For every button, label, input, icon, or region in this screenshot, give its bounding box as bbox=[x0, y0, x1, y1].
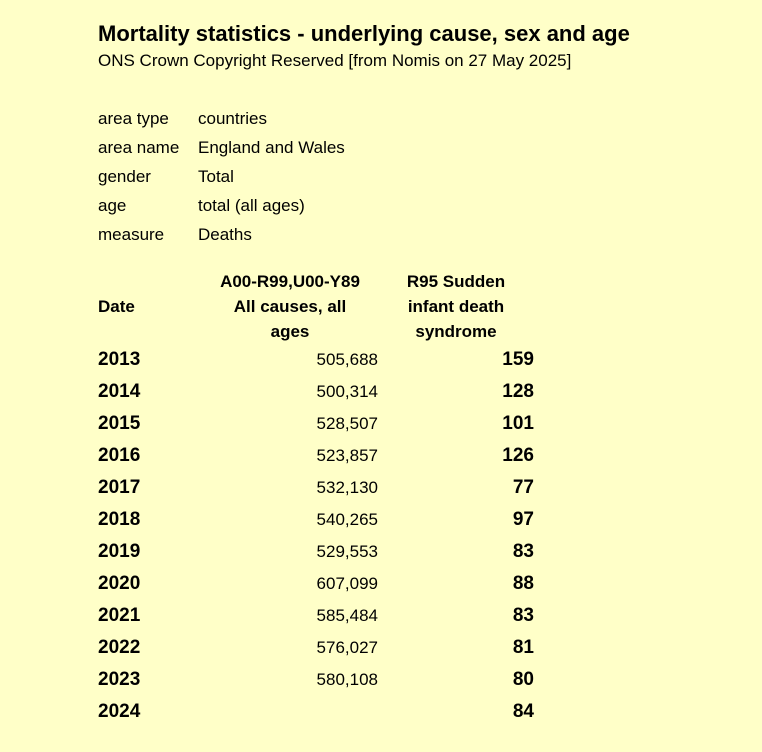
meta-row-area-type bbox=[98, 104, 738, 133]
cell-sids: 88 bbox=[512, 573, 534, 594]
cell-date: 2019 bbox=[98, 541, 141, 562]
cell-date: 2020 bbox=[98, 573, 141, 594]
cell-all-causes: 523,857 bbox=[316, 446, 378, 465]
table-header-row bbox=[98, 269, 534, 344]
table-row bbox=[98, 408, 534, 440]
header-date: Date bbox=[98, 297, 135, 316]
cell-all-causes: 580,108 bbox=[316, 670, 378, 689]
table-row bbox=[98, 440, 534, 472]
table-row bbox=[98, 472, 534, 504]
metadata-list bbox=[98, 104, 738, 249]
table-row bbox=[98, 376, 534, 408]
meta-label: age bbox=[98, 195, 127, 215]
cell-date: 2013 bbox=[98, 349, 141, 370]
cell-all-causes: 528,507 bbox=[316, 414, 378, 433]
table-body bbox=[98, 344, 534, 728]
cell-sids: 126 bbox=[502, 445, 534, 466]
table-row bbox=[98, 344, 534, 376]
meta-row-gender bbox=[98, 162, 738, 191]
mortality-table bbox=[98, 269, 534, 728]
cell-date: 2014 bbox=[98, 381, 141, 402]
cell-all-causes: 585,484 bbox=[316, 606, 378, 625]
cell-sids: 159 bbox=[502, 349, 534, 370]
meta-row-age bbox=[98, 191, 738, 220]
header-line: ages bbox=[270, 322, 310, 341]
header-line: All causes, all bbox=[233, 297, 347, 316]
header-all-causes bbox=[202, 269, 378, 344]
meta-value: Total bbox=[198, 166, 234, 186]
cell-all-causes: 607,099 bbox=[316, 574, 378, 593]
cell-date: 2017 bbox=[98, 477, 141, 498]
table-row bbox=[98, 536, 534, 568]
table-row bbox=[98, 600, 534, 632]
cell-date: 2023 bbox=[98, 669, 141, 690]
meta-label: gender bbox=[98, 166, 151, 186]
cell-all-causes: 576,027 bbox=[316, 638, 378, 657]
cell-all-causes: 529,553 bbox=[316, 542, 378, 561]
meta-value: countries bbox=[198, 108, 267, 128]
cell-sids: 80 bbox=[512, 669, 534, 690]
cell-date: 2015 bbox=[98, 413, 141, 434]
header-sids bbox=[378, 269, 534, 344]
header-line: syndrome bbox=[415, 322, 497, 341]
cell-sids: 84 bbox=[512, 701, 534, 722]
page-subtitle: ONS Crown Copyright Reserved [from Nomis on 27 May 2025] bbox=[98, 51, 572, 70]
cell-date: 2018 bbox=[98, 509, 141, 530]
table-row bbox=[98, 632, 534, 664]
meta-value: total (all ages) bbox=[198, 195, 305, 215]
cell-all-causes bbox=[202, 696, 378, 728]
cell-date: 2024 bbox=[98, 701, 141, 722]
cell-date: 2022 bbox=[98, 637, 141, 658]
cell-all-causes: 500,314 bbox=[316, 382, 378, 401]
meta-label: measure bbox=[98, 224, 165, 244]
meta-label: area name bbox=[98, 137, 180, 157]
header-line: A00-R99,U00-Y89 bbox=[220, 272, 360, 291]
cell-all-causes: 505,688 bbox=[316, 350, 378, 369]
header-line: R95 Sudden bbox=[406, 272, 506, 291]
document bbox=[98, 20, 738, 728]
cell-sids: 77 bbox=[512, 477, 534, 498]
cell-sids: 128 bbox=[502, 381, 534, 402]
meta-value: England and Wales bbox=[198, 137, 345, 157]
meta-label: area type bbox=[98, 108, 169, 128]
cell-sids: 101 bbox=[502, 413, 534, 434]
cell-sids: 83 bbox=[512, 605, 534, 626]
page-title: Mortality statistics - underlying cause, sex and age bbox=[98, 21, 630, 46]
cell-sids: 81 bbox=[512, 637, 534, 658]
table-row bbox=[98, 504, 534, 536]
cell-all-causes: 532,130 bbox=[316, 478, 378, 497]
cell-all-causes: 540,265 bbox=[316, 510, 378, 529]
table-row bbox=[98, 568, 534, 600]
table-row bbox=[98, 696, 534, 728]
cell-sids: 83 bbox=[512, 541, 534, 562]
header-line: infant death bbox=[407, 297, 505, 316]
meta-row-area-name bbox=[98, 133, 738, 162]
table-row bbox=[98, 664, 534, 696]
cell-date: 2021 bbox=[98, 605, 141, 626]
cell-date: 2016 bbox=[98, 445, 141, 466]
meta-row-measure bbox=[98, 220, 738, 249]
meta-value: Deaths bbox=[198, 224, 252, 244]
cell-sids: 97 bbox=[512, 509, 534, 530]
